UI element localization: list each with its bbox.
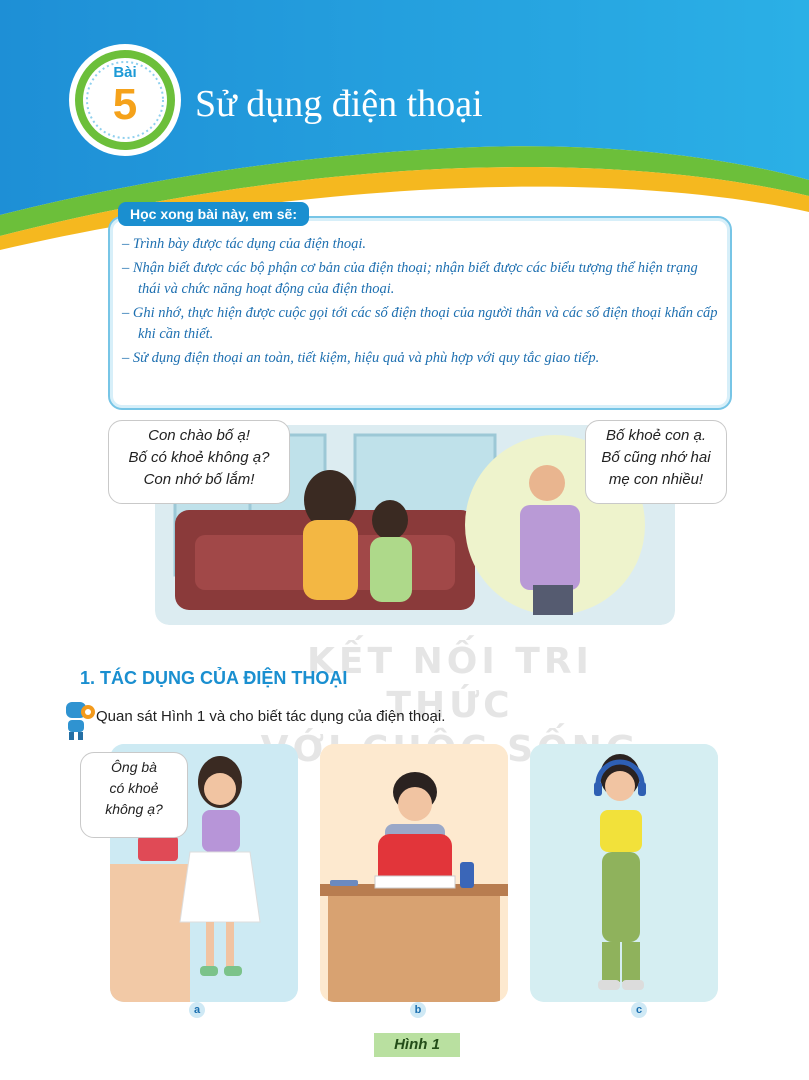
lesson-number: 5 [112,80,138,129]
figure-panel-c [530,744,718,1002]
bubble-line: Bố khoẻ con ạ. [605,427,707,444]
objectives-label: Học xong bài này, em sẽ: [118,202,309,226]
robot-mascot-icon [60,698,96,742]
objective-item: – Ghi nhớ, thực hiện được cuộc gọi tới các số điện thoại của người thân và các số điện thoại khẩn cấp khi cần thiết. [122,303,718,345]
lesson-word: Bài [113,64,137,81]
figure-panel-b [320,744,508,1002]
speech-bubble-panel-a [80,752,188,838]
bubble-line: Ông bà [111,759,157,775]
lesson-title: Sử dụng điện thoại [195,83,483,125]
bubble-line: có khoẻ [109,780,159,796]
panel-label-c: c [631,1002,647,1018]
figure-caption: Hình 1 [374,1033,460,1057]
section-title: 1. TÁC DỤNG CỦA ĐIỆN THOẠI [80,668,348,688]
bubble-line: Bố cũng nhớ hai [601,449,711,466]
watermark-line: KẾT NỐI TRI THỨC [307,641,593,726]
objective-item: – Trình bày được tác dụng của điện thoại. [122,234,718,255]
bubble-line: không ạ? [105,801,163,817]
bubble-line: Con nhớ bố lắm! [143,471,255,488]
panel-label-b: b [410,1002,426,1018]
bubble-line: Bố có khoẻ không ạ? [128,449,270,466]
panel-label-a: a [189,1002,205,1018]
objectives-list [122,234,718,372]
instruction-text: Quan sát Hình 1 và cho biết tác dụng của điện thoại. [96,708,446,725]
objective-item: – Nhận biết được các bộ phận cơ bản của điện thoại; nhận biết được các biểu tượng thể hiện trạng thái và chức năng hoạt động của điện thoại. [122,258,718,300]
speech-bubble-father [585,420,727,504]
objective-item: – Sử dụng điện thoại an toàn, tiết kiệm, hiệu quả và phù hợp với quy tắc giao tiếp. [122,348,718,369]
bubble-line: Con chào bố ạ! [148,427,250,444]
bubble-line: mẹ con nhiều! [608,471,704,488]
speech-bubble-child [108,420,290,504]
watermark-line: VỚI [260,729,346,770]
